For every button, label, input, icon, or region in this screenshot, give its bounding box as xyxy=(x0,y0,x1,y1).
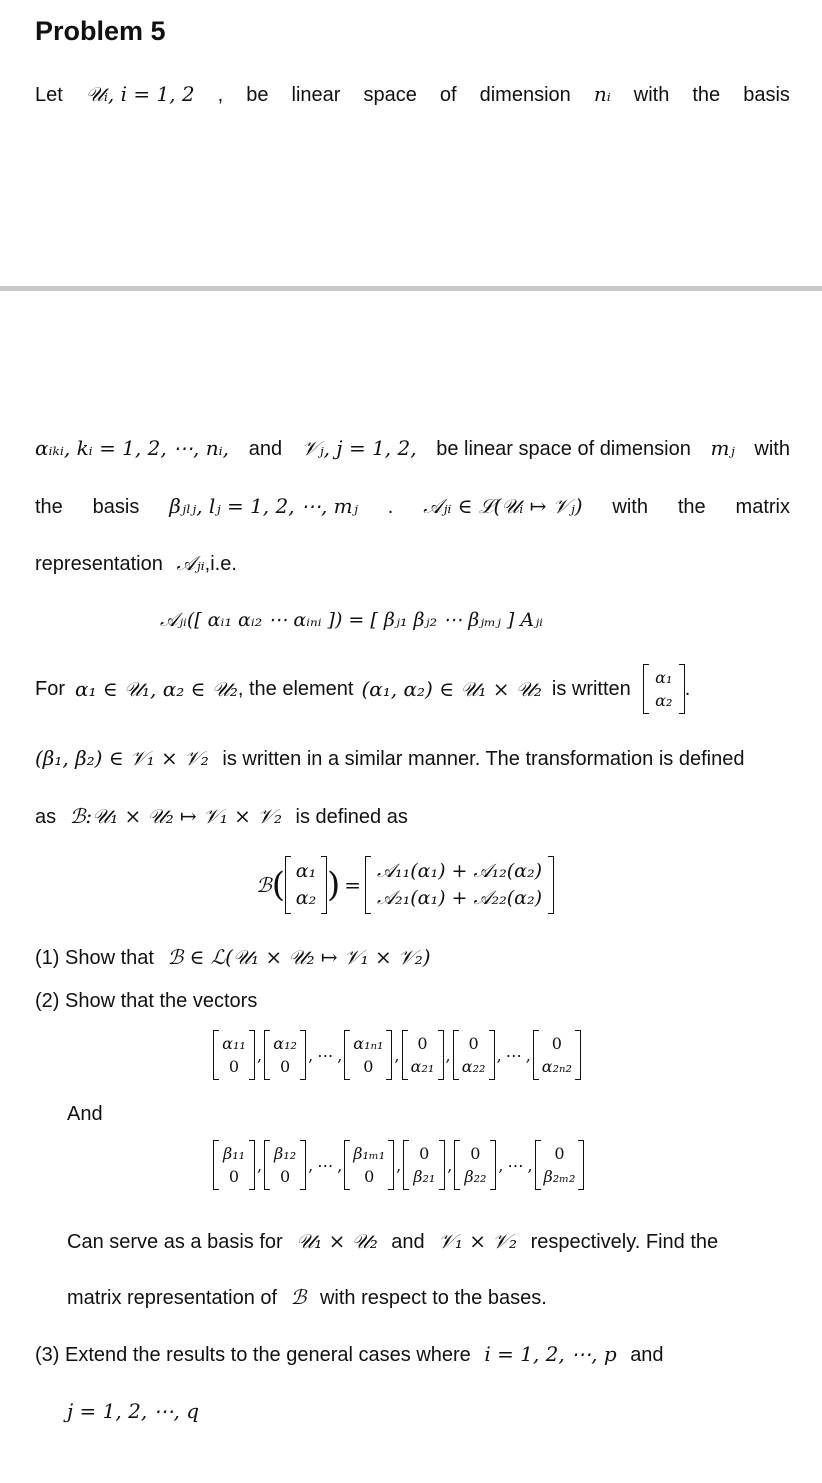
column-vector xyxy=(213,1140,255,1190)
paren-right: ) xyxy=(327,865,341,905)
vector-entry: β₂ₘ₂ xyxy=(543,1167,576,1186)
question-1 xyxy=(35,945,431,970)
vector-entry: β₁₂ xyxy=(274,1144,297,1163)
text-word: be xyxy=(246,84,269,106)
separator: , xyxy=(498,1155,504,1175)
vector-entry: 0 xyxy=(280,1167,291,1186)
serve-line xyxy=(67,1229,718,1254)
math-alpha-basis: αᵢₖᵢ, kᵢ = 1, 2, ⋯, nᵢ, xyxy=(35,436,230,460)
math-ni: nᵢ xyxy=(593,82,611,106)
ellipsis: ⋯ xyxy=(317,1155,334,1175)
vector-entry: α₂₂ xyxy=(461,1057,486,1076)
separator: , xyxy=(257,1155,263,1175)
separator: , xyxy=(527,1155,533,1175)
vector-entry: 0 xyxy=(280,1057,291,1076)
vector-entry: α₁ xyxy=(655,668,673,687)
vector-entry: 0 xyxy=(363,1057,374,1076)
math-beta-pair: (β₁, β₂) ∈ 𝒱₁ × 𝒱₂ xyxy=(35,746,209,770)
text-word: basis xyxy=(743,84,790,106)
column-vector xyxy=(344,1030,392,1080)
text-word: space xyxy=(363,84,417,106)
math-u-product: 𝒰₁ × 𝒰₂ xyxy=(296,1229,378,1253)
text-representation: representation xyxy=(35,553,163,575)
text-word: the xyxy=(692,84,721,106)
vector-entry: 0 xyxy=(468,1034,479,1053)
vector-entry: α₂₁ xyxy=(410,1057,435,1076)
math-beta-basis: βⱼₗⱼ, lⱼ = 1, 2, ⋯, mⱼ xyxy=(169,494,358,518)
text-basis: basis xyxy=(92,496,140,518)
text-segment: be linear space of dimension xyxy=(436,438,691,460)
vector-entry: β₁₁ xyxy=(222,1144,246,1163)
vector-entry: 0 xyxy=(228,1057,240,1076)
separator: , xyxy=(337,1045,343,1065)
vector-entry: α₁₁ xyxy=(222,1034,246,1053)
text-the: the xyxy=(35,496,63,518)
equation-1: 𝒜ⱼᵢ([ αᵢ₁ αᵢ₂ ⋯ αᵢₙᵢ ]) = [ βⱼ₁ βⱼ₂ ⋯ βⱼₘⱼ ] Aⱼᵢ xyxy=(160,609,543,631)
question-3 xyxy=(35,1342,664,1367)
vector-entry: 0 xyxy=(364,1167,375,1186)
beta-vectors-row xyxy=(213,1140,584,1190)
column-vector xyxy=(453,1030,495,1080)
text-ie: ,i.e. xyxy=(204,553,237,575)
vector-entry: α₂ xyxy=(655,691,673,710)
vector-entry: 0 xyxy=(554,1144,565,1163)
separator: , xyxy=(496,1045,502,1065)
math-v-product: 𝒱₁ × 𝒱₂ xyxy=(438,1229,518,1253)
text-segment: is defined as xyxy=(295,806,408,828)
separator: , xyxy=(394,1045,400,1065)
column-vector xyxy=(535,1140,585,1190)
equation-2 xyxy=(256,856,554,914)
separator: , xyxy=(396,1155,402,1175)
text-matrix: matrix xyxy=(735,496,790,518)
paragraph-2-line-3 xyxy=(35,551,237,576)
column-vector xyxy=(264,1140,306,1190)
text-as: as xyxy=(35,806,57,828)
column-vector xyxy=(403,1140,445,1190)
question-1-label: (1) Show that xyxy=(35,947,154,969)
paragraph-3 xyxy=(35,664,690,714)
math-aji: 𝒜ⱼᵢ xyxy=(176,551,205,575)
math-alpha-membership: α₁ ∈ 𝒰₁, α₂ ∈ 𝒰₂ xyxy=(75,677,238,701)
vector-entry: α₁ₙ₁ xyxy=(353,1034,384,1053)
text-segment: with respect to the bases. xyxy=(319,1287,547,1309)
text-with: with xyxy=(612,496,648,518)
math-b: ℬ xyxy=(290,1285,307,1309)
math-mj: mⱼ xyxy=(710,436,735,460)
separator: , xyxy=(257,1045,263,1065)
column-vector xyxy=(264,1030,306,1080)
column-vector xyxy=(533,1030,581,1080)
equals-sign: = xyxy=(344,873,362,897)
alpha-vectors-row xyxy=(213,1030,581,1080)
text-with: with xyxy=(754,438,790,460)
vector-entry: 0 xyxy=(419,1144,430,1163)
column-vector xyxy=(344,1140,394,1190)
text-and: and xyxy=(391,1231,425,1253)
text-segment: Can serve as a basis for xyxy=(67,1231,283,1253)
vector-entry: 0 xyxy=(470,1144,481,1163)
vector-entry: α₂ₙ₂ xyxy=(541,1057,572,1076)
text-word: linear xyxy=(291,84,341,106)
vector-entry: α₂ xyxy=(295,887,317,909)
vector-entry: 0 xyxy=(417,1034,428,1053)
math-vj: 𝒱ⱼ, j = 1, 2, xyxy=(301,436,417,460)
matrix-line xyxy=(67,1285,547,1310)
question-3-label: (3) Extend the results to the general cases where xyxy=(35,1344,471,1366)
paragraph-4-line-2 xyxy=(35,804,408,829)
page-divider xyxy=(0,286,822,291)
text-dot: . xyxy=(387,496,394,518)
separator: , xyxy=(445,1045,451,1065)
vector-entry: β₂₁ xyxy=(413,1167,436,1186)
math-b: ℬ xyxy=(256,873,272,897)
paragraph-4-line-1 xyxy=(35,746,744,771)
math-ui: 𝒰ᵢ, i = 1, 2 xyxy=(85,82,195,106)
paragraph-2-line-2 xyxy=(35,494,790,519)
text-dot: . xyxy=(684,677,691,700)
text-segment: , the element xyxy=(237,677,354,700)
vector-entry: 𝒜₂₁(α₁) + 𝒜₂₂(α₂) xyxy=(377,887,542,909)
math-i-range: i = 1, 2, ⋯, p xyxy=(484,1342,617,1366)
question-2-label: (2) Show that the vectors xyxy=(35,990,258,1012)
text-segment: matrix representation of xyxy=(67,1287,278,1309)
ellipsis: ⋯ xyxy=(505,1045,522,1065)
column-vector xyxy=(213,1030,255,1080)
column-vector-rhs xyxy=(365,856,554,914)
paragraph-1 xyxy=(35,82,790,107)
text-and: And xyxy=(67,1103,103,1125)
text-word: of xyxy=(439,84,457,106)
text-the: the xyxy=(677,496,706,518)
page-title: Problem 5 xyxy=(35,16,166,46)
text-let: Let xyxy=(35,84,63,106)
separator: , xyxy=(337,1155,343,1175)
paren-left: ( xyxy=(271,865,285,905)
separator: , xyxy=(308,1045,314,1065)
column-vector-alpha xyxy=(643,664,685,714)
separator: , xyxy=(525,1045,531,1065)
vector-entry: 0 xyxy=(228,1167,240,1186)
ellipsis: ⋯ xyxy=(507,1155,524,1175)
column-vector xyxy=(402,1030,444,1080)
column-vector-lhs xyxy=(285,856,327,914)
math-j-range: j = 1, 2, ⋯, q xyxy=(67,1399,200,1423)
math-b-in-l: ℬ ∈ ℒ(𝒰₁ × 𝒰₂ ↦ 𝒱₁ × 𝒱₂) xyxy=(167,945,431,969)
vector-entry: α₁₂ xyxy=(273,1034,297,1053)
text-segment: respectively. Find the xyxy=(530,1231,719,1253)
text-for: For xyxy=(35,677,65,700)
ellipsis: ⋯ xyxy=(317,1045,334,1065)
column-vector xyxy=(454,1140,496,1190)
text-and: and xyxy=(630,1344,664,1366)
math-b-map: ℬ:𝒰₁ × 𝒰₂ ↦ 𝒱₁ × 𝒱₂ xyxy=(69,804,282,828)
vector-entry: β₂₂ xyxy=(464,1167,487,1186)
math-aji-in-l: 𝒜ⱼᵢ ∈ ℒ(𝒰ᵢ ↦ 𝒱ⱼ) xyxy=(423,494,583,518)
text-word: dimension xyxy=(479,84,571,106)
vector-entry: β₁ₘ₁ xyxy=(353,1144,386,1163)
paragraph-2-line-1 xyxy=(35,436,790,461)
math-pair-membership: (α₁, α₂) ∈ 𝒰₁ × 𝒰₂ xyxy=(361,677,542,701)
text-segment: is written xyxy=(551,677,631,700)
separator: , xyxy=(447,1155,453,1175)
vector-entry: α₁ xyxy=(295,860,317,882)
vector-entry: 𝒜₁₁(α₁) + 𝒜₁₂(α₂) xyxy=(377,860,542,882)
text-and: and xyxy=(248,438,283,460)
text-comma: , xyxy=(217,84,224,106)
text-word: with xyxy=(633,84,670,106)
text-segment: is written in a similar manner. The transformation is defined xyxy=(222,748,745,770)
separator: , xyxy=(308,1155,314,1175)
vector-entry: 0 xyxy=(551,1034,562,1053)
